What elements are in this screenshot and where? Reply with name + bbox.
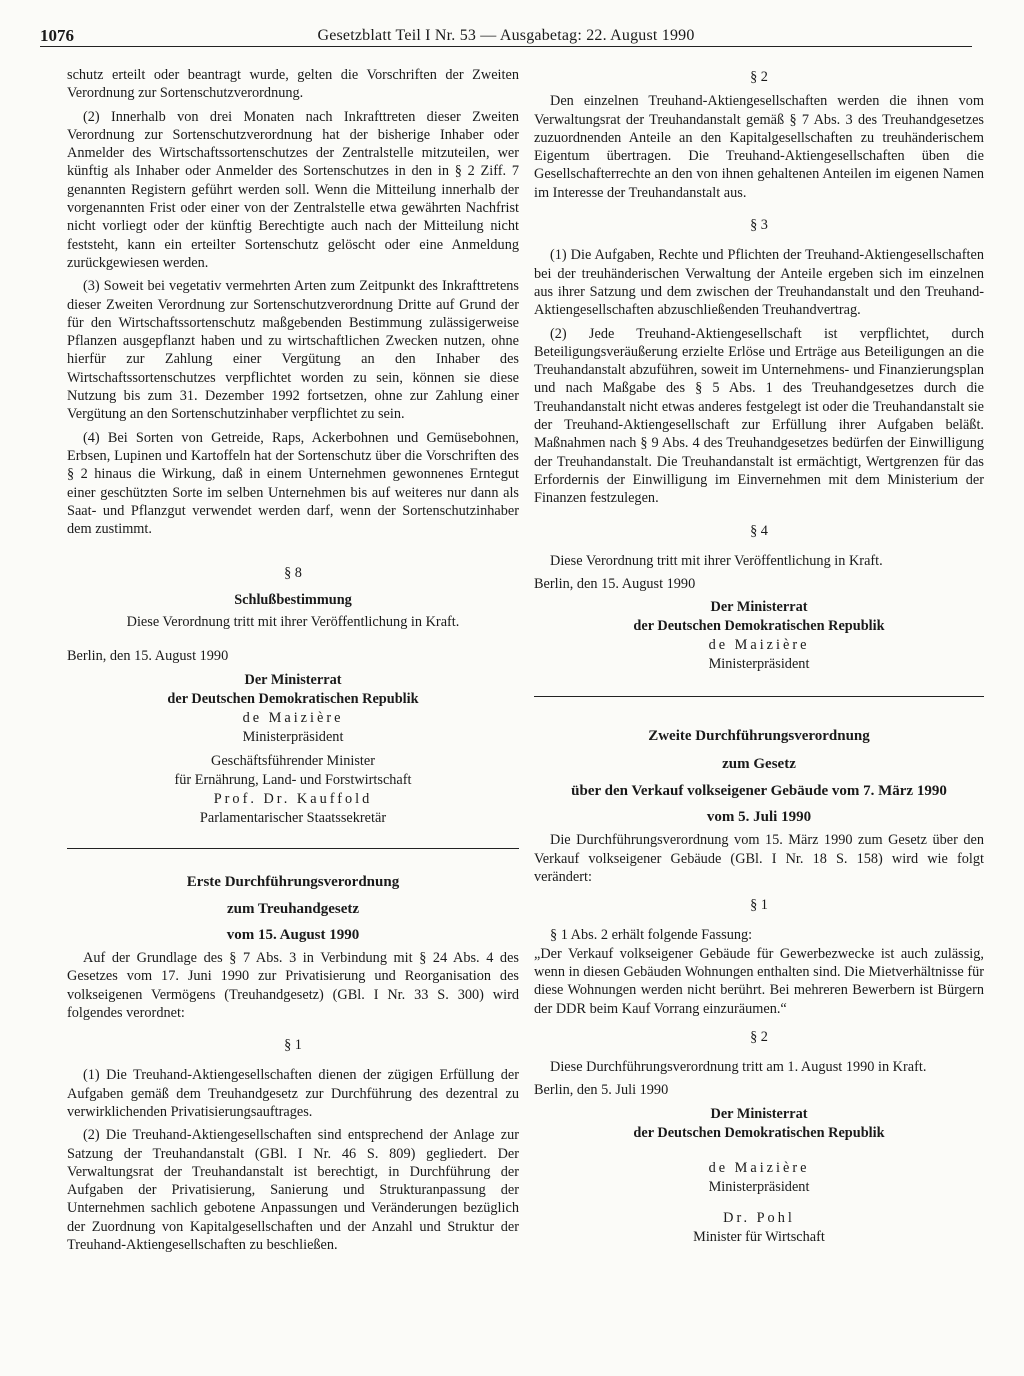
section-8-heading: § 8 (284, 565, 302, 582)
place-date: Berlin, den 15. August 1990 (67, 648, 229, 665)
signature-line: Der Ministerrat (710, 1105, 808, 1122)
decree-date: vom 15. August 1990 (226, 926, 360, 943)
decree-title: über den Verkauf volkseigener Gebäude vom 7. März 1990 (571, 783, 947, 800)
signature-line: Ministerpräsident (708, 656, 810, 673)
signature-line: der Deutschen Demokratischen Republik (633, 1124, 885, 1141)
signature-name: Dr. Pohl (723, 1209, 795, 1226)
section-3-paragraph-2: (2) Jede Treuhand-Aktiengesellschaft ist verpflichtet, durch Beteiligungsveräußerung erzielte Erlöse und Erträge aus Beteiligungen an die Treuhandanstalt abzuführen, soweit im Unternehmens- und Finanzierungsplan und nach Maßgabe des § 5 Abs. 1 des Treuhandgesetzes durch die Treuhandanstalt nicht etwas anderes festgelegt ist oder die Treuhandanstalt sie der Treuhand-Aktiengesellschaft zur Erfüllung ihrer Aufgaben beläßt. Maßnahmen nach § 9 Abs. 4 des Treuhandgesetzes bedürfen der Einwilligung der Treuhandanstalt. Die Treuhandanstalt ist ermächtigt, Wertgrenzen für das Erfordernis der Einwilligung im Einvernehmen mit dem Ministerium der Finanzen festzulegen. (534, 325, 984, 507)
paragraph-continued: schutz erteilt oder beantragt wurde, gelten die Vorschriften der Zweiten Verordnung zur Sortenschutzverordnung. (67, 67, 519, 102)
signature-line: Geschäftsführender Minister (211, 752, 375, 769)
signature-line: der Deutschen Demokratischen Republik (167, 690, 419, 707)
signature-line: Der Ministerrat (710, 599, 808, 616)
signature-line: für Ernährung, Land- und Forstwirtschaft (174, 771, 412, 788)
decree-title: zum Treuhandgesetz (226, 901, 360, 918)
section-8-text: Diese Verordnung tritt mit ihrer Veröffentlichung in Kraft. (126, 614, 460, 631)
page-header (40, 26, 972, 46)
place-date: Berlin, den 15. August 1990 (534, 576, 696, 593)
section-1-heading: § 1 (284, 1037, 302, 1054)
signature-line: Ministerpräsident (708, 1178, 810, 1195)
decree-date: vom 5. Juli 1990 (706, 808, 812, 825)
left-column (67, 66, 519, 1259)
section-1-quote: „Der Verkauf volkseigener Gebäude für Gewerbezwecke ist auch zulässig, wenn in diesen Gebäuden Wohnungen enthalten sind. Die Mietverhältnisse für diese Wohnungen werden nicht berührt. Bei mehreren Bewerbern ist Bürgern der DDR beim Kauf Vorrang einzuräumen.“ (534, 945, 984, 1017)
signature-name: de Maizière (708, 637, 810, 654)
signature-name: de Maizière (708, 1159, 810, 1176)
signature-line: der Deutschen Demokratischen Republik (633, 618, 885, 635)
signature-block (67, 671, 519, 828)
section-2-heading: § 2 (750, 69, 768, 85)
paragraph-3: (3) Soweit bei vegetativ vermehrten Arten zum Zeitpunkt des Inkrafttretens dieser Zweiten Verordnung zur Sortenschutzverordnung Dritte auf Grund der für den Wirtschaftssortenschutz maßgebenden Bestimmung zulässigerweise Pflanzen ausgepflanzt haben und zu wirtschaftlichen Zwecken nutzen, ohne hierfür zur Zahlung einer Vergütung an den Inhaber des Wirtschaftssortenschutzes verpflichtet worden zu sein, können sie diese Nutzung bis zum 31. Dezember 1992 fortsetzen, ohne zur Zahlung einer Vergütung an den Sortenschutzinhaber verpflichtet zu sein. (67, 278, 519, 423)
section-2-text: Den einzelnen Treuhand-Aktiengesellschaften werden die ihnen vom Verwaltungsrat der Treuhandanstalt gemäß § 7 Abs. 3 des Treuhandgesetzes zuzuordnenden Anteile an den Kapitalgesellschaften zu treuhänderischem Eigentum übertragen. Die Treuhand-Aktiengesellschaften üben die Gesellschafterrechte an den von ihnen gehaltenen Anteilen im eigenen Namen im Interesse der Treuhandanstalt aus. (534, 93, 984, 201)
journal-title: Gesetzblatt Teil I Nr. 53 — Ausgabetag: 22. August 1990 (317, 27, 695, 44)
header-rule (40, 46, 972, 47)
section-4-text: Diese Verordnung tritt mit ihrer Veröffentlichung in Kraft. (550, 552, 883, 569)
section-3-heading: § 3 (750, 217, 768, 234)
decree-intro: Auf der Grundlage des § 7 Abs. 3 in Verbindung mit § 24 Abs. 4 des Gesetzes vom 17. Juni 1990 zur Privatisierung und Reorganisation des volkseigenen Vermögens (Treuhandgesetz) (GBl. I Nr. 33 S. 300) wird folgendes verordnet: (67, 949, 519, 1021)
decree-title: zum Gesetz (722, 755, 796, 772)
section-1-text: § 1 Abs. 2 erhält folgende Fassung: (550, 927, 753, 944)
section-3-paragraph-1: (1) Die Aufgaben, Rechte und Pflichten der Treuhand-Aktiengesellschaften bei der treuhänderischen Verwaltung der Anteile ergeben sich im einzelnen aus ihrer Satzung und dem zwischen der Treuhandanstalt und den Treuhand-Aktiengesellschaften abzuschließenden Treuhandvertrag. (534, 247, 984, 319)
section-divider (534, 696, 984, 697)
section-2-heading: § 2 (750, 1028, 768, 1045)
decree-title: Erste Durchführungsverordnung (186, 873, 400, 890)
signature-line: Parlamentarischer Staatssekretär (199, 809, 387, 826)
right-column (534, 66, 984, 1257)
section-2-text: Diese Durchführungsverordnung tritt am 1. August 1990 in Kraft. (550, 1059, 927, 1076)
signature-line: Ministerpräsident (242, 728, 344, 745)
place-date: Berlin, den 5. Juli 1990 (534, 1082, 669, 1099)
signature-name: de Maizière (242, 709, 344, 726)
section-divider (67, 848, 519, 849)
signature-block (534, 598, 984, 674)
section-1-paragraph-2: (2) Die Treuhand-Aktiengesellschaften sind entsprechend der Anlage zur Satzung der Treuhandanstalt (GBl. I Nr. 46 S. 809) gegliedert. Der Verwaltungsrat der Treuhandanstalt ist berechtigt, in Durchführung der Aufgaben der Privatisierung, Sanierung und Strukturanpassung der Unternehmen sachlich gebotene Anpassungen und Veränderungen bezüglich der Zuordnung von Kapitalgesellschaften und der Anzahl und Struktur der Treuhand-Aktiengesellschaften zu beschließen. (67, 1127, 519, 1254)
section-8-title: Schlußbestimmung (234, 591, 352, 608)
decree-intro: Die Durchführungsverordnung vom 15. März 1990 zum Gesetz über den Verkauf volkseigener Gebäude (GBl. I Nr. 18 S. 158) wird wie folgt verändert: (534, 832, 984, 885)
signature-block (534, 1105, 984, 1247)
page-number: 1076 (40, 26, 74, 45)
section-1-paragraph-1: (1) Die Treuhand-Aktiengesellschaften dienen der zügigen Erfüllung der Aufgaben gemäß dem Treuhandgesetz zur Durchführung des dezentral zu verwirklichenden Privatisierungsauftrages. (67, 1067, 519, 1120)
section-1-heading: § 1 (750, 897, 768, 914)
decree-title: Zweite Durchführungsverordnung (648, 728, 870, 745)
section-4-heading: § 4 (750, 522, 768, 539)
signature-line: Der Ministerrat (244, 671, 342, 688)
paragraph-2: (2) Innerhalb von drei Monaten nach Inkrafttreten dieser Zweiten Verordnung zur Sortenschutzverordnung hat der bisherige Inhaber oder Anmelder des Wirtschaftssortenschutzes der Zentralstelle mitzuteilen, wer künftig als Inhaber oder Anmelder des Sortenschutzes in den in § 2 Ziff. 7 genannten Registern geführt werden soll. Wenn die Mitteilung innerhalb der vorgenannten Frist oder einer von der Zentralstelle etwa gewährten Nachfrist nicht vorliegt oder der künftig Berechtigte auch nach der Mitteilung nicht feststeht, kann ein erteilter Sortenschutz gelöscht oder eine Anmeldung zurückgewiesen werden. (67, 108, 519, 271)
paragraph-4: (4) Bei Sorten von Getreide, Raps, Ackerbohnen und Gemüsebohnen, Erbsen, Lupinen und Kartoffeln hat der Sortenschutz über die Vorschriften des § 2 hinaus die Wirkung, daß in einem Unternehmen gewonnenes Erntegut einer geschützten Sorte im selben Unternehmen bis auf weiteres nur dann als Saat- und Pflanzgut verwendet werden darf, wenn der Sortenschutzinhaber dem zustimmt. (67, 429, 519, 538)
signature-line: Minister für Wirtschaft (693, 1228, 825, 1245)
signature-name: Prof. Dr. Kauffold (213, 790, 373, 807)
